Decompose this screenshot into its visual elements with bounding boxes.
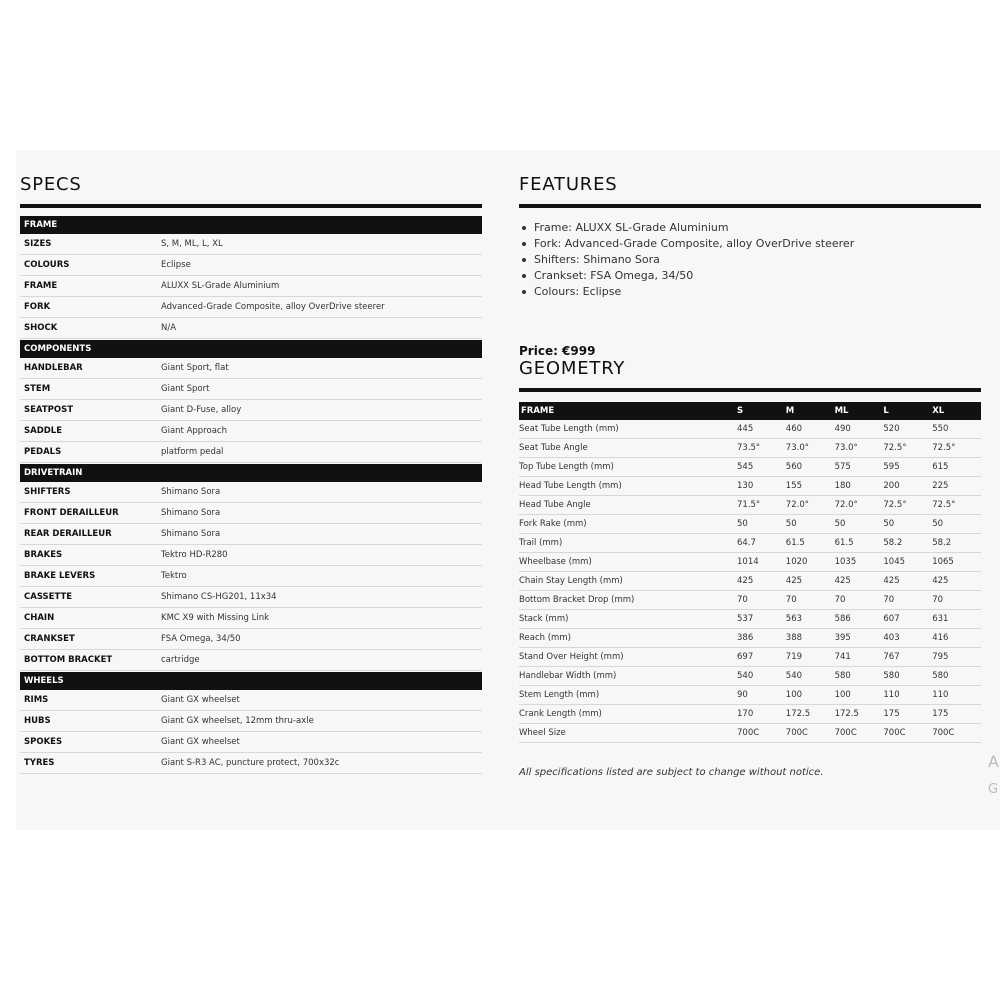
geometry-value: 560 (786, 458, 835, 477)
specs-row (20, 753, 482, 774)
specs-key: BRAKES (24, 550, 63, 560)
geometry-value: 175 (932, 705, 981, 724)
specs-row (20, 545, 482, 566)
geometry-measure-label: Wheelbase (mm) (519, 553, 737, 572)
geometry-value: 425 (737, 572, 786, 591)
specs-key: CASSETTE (24, 592, 73, 602)
geometry-value: 200 (883, 477, 932, 496)
geometry-row (519, 553, 981, 572)
specs-key: TYRES (24, 758, 55, 768)
features-geometry-column (519, 174, 981, 778)
geometry-row (519, 610, 981, 629)
specs-table (20, 216, 482, 774)
geometry-value: 100 (835, 686, 884, 705)
specs-row (20, 711, 482, 732)
specs-key: PEDALS (24, 447, 62, 457)
specs-key: BOTTOM BRACKET (24, 655, 113, 665)
geometry-value: 1065 (932, 553, 981, 572)
specs-key: CHAIN (24, 613, 55, 623)
geometry-row (519, 724, 981, 743)
geometry-value: 700C (932, 724, 981, 743)
geometry-row (519, 439, 981, 458)
geometry-value: 172.5 (786, 705, 835, 724)
geometry-row (519, 458, 981, 477)
geometry-value: 90 (737, 686, 786, 705)
geometry-value: 767 (883, 648, 932, 667)
geometry-value: 445 (737, 420, 786, 439)
geometry-value: 580 (835, 667, 884, 686)
geometry-value: 1020 (786, 553, 835, 572)
geometry-header-cell: ML (835, 402, 884, 420)
specs-value: Giant GX wheelset, 12mm thru-axle (161, 716, 314, 726)
geometry-value: 110 (932, 686, 981, 705)
geometry-value: 416 (932, 629, 981, 648)
specs-value: Giant Sport (161, 384, 210, 394)
geometry-value: 425 (786, 572, 835, 591)
geometry-measure-label: Seat Tube Angle (519, 439, 737, 458)
specs-value: Advanced-Grade Composite, alloy OverDrive steerer (161, 302, 385, 312)
geometry-value: 575 (835, 458, 884, 477)
geometry-row (519, 667, 981, 686)
geometry-value: 388 (786, 629, 835, 648)
price-label: Price: €999 (519, 344, 596, 358)
geometry-measure-label: Reach (mm) (519, 629, 737, 648)
geometry-value: 64.7 (737, 534, 786, 553)
geometry-row (519, 496, 981, 515)
geometry-row (519, 534, 981, 553)
geometry-value: 563 (786, 610, 835, 629)
specs-value: Shimano CS-HG201, 11x34 (161, 592, 277, 602)
specs-key: FRONT DERAILLEUR (24, 508, 119, 518)
geometry-value: 1014 (737, 553, 786, 572)
specs-row (20, 608, 482, 629)
specs-row (20, 587, 482, 608)
geometry-value: 72.5° (883, 496, 932, 515)
geometry-header-cell: FRAME (519, 402, 737, 420)
geometry-value: 72.0° (786, 496, 835, 515)
geometry-value: 225 (932, 477, 981, 496)
specs-row (20, 400, 482, 421)
geometry-value: 741 (835, 648, 884, 667)
geometry-value: 180 (835, 477, 884, 496)
geometry-header-cell: M (786, 402, 835, 420)
specs-key: REAR DERAILLEUR (24, 529, 112, 539)
specs-group-header: WHEELS (20, 672, 482, 690)
geometry-row (519, 572, 981, 591)
geometry-measure-label: Head Tube Angle (519, 496, 737, 515)
specs-group-header: COMPONENTS (20, 340, 482, 358)
specs-key: COLOURS (24, 260, 70, 270)
geometry-value: 70 (835, 591, 884, 610)
specs-value: Tektro HD-R280 (161, 550, 228, 560)
specs-title-rule (20, 204, 482, 208)
feature-item: Fork: Advanced-Grade Composite, alloy OverDrive steerer (519, 236, 981, 252)
geometry-value: 72.5° (883, 439, 932, 458)
geometry-value: 155 (786, 477, 835, 496)
specs-value: Giant Approach (161, 426, 227, 436)
geometry-measure-label: Top Tube Length (mm) (519, 458, 737, 477)
specs-value: Shimano Sora (161, 529, 221, 539)
geometry-measure-label: Crank Length (mm) (519, 705, 737, 724)
geometry-measure-label: Stand Over Height (mm) (519, 648, 737, 667)
geometry-value: 386 (737, 629, 786, 648)
specs-key: SHOCK (24, 323, 58, 333)
geometry-measure-label: Wheel Size (519, 724, 737, 743)
geometry-row (519, 705, 981, 724)
geometry-measure-label: Fork Rake (mm) (519, 515, 737, 534)
clipped-letter-g: G (988, 782, 999, 797)
geometry-value: 58.2 (883, 534, 932, 553)
geometry-value: 70 (883, 591, 932, 610)
geometry-value: 130 (737, 477, 786, 496)
specs-value: Shimano Sora (161, 508, 221, 518)
specs-key: RIMS (24, 695, 49, 705)
specs-row (20, 421, 482, 442)
features-title-rule (519, 204, 981, 208)
geometry-value: 697 (737, 648, 786, 667)
specs-value: Shimano Sora (161, 487, 221, 497)
specs-key: SADDLE (24, 426, 63, 436)
geometry-measure-label: Head Tube Length (mm) (519, 477, 737, 496)
specs-key: CRANKSET (24, 634, 75, 644)
specs-key: HANDLEBAR (24, 363, 83, 373)
geometry-measure-label: Stem Length (mm) (519, 686, 737, 705)
geometry-value: 586 (835, 610, 884, 629)
geometry-value: 631 (932, 610, 981, 629)
specs-column (20, 174, 482, 774)
geometry-row (519, 477, 981, 496)
geometry-value: 70 (737, 591, 786, 610)
specs-key: FORK (24, 302, 51, 312)
geometry-value: 550 (932, 420, 981, 439)
specs-row (20, 234, 482, 255)
specs-value: Tektro (161, 571, 187, 581)
geometry-value: 490 (835, 420, 884, 439)
specs-row (20, 318, 482, 339)
specs-title: SPECS (20, 174, 82, 195)
specs-value: ALUXX SL-Grade Aluminium (161, 281, 280, 291)
geometry-value: 700C (835, 724, 884, 743)
specs-row (20, 482, 482, 503)
geometry-value: 1045 (883, 553, 932, 572)
geometry-value: 403 (883, 629, 932, 648)
geometry-value: 50 (932, 515, 981, 534)
feature-item: Shifters: Shimano Sora (519, 252, 981, 268)
specs-key: FRAME (24, 281, 58, 291)
feature-item: Colours: Eclipse (519, 284, 981, 300)
specs-value: Eclipse (161, 260, 191, 270)
geometry-value: 50 (835, 515, 884, 534)
geometry-value: 700C (786, 724, 835, 743)
geometry-value: 545 (737, 458, 786, 477)
geometry-value: 70 (786, 591, 835, 610)
geometry-value: 175 (883, 705, 932, 724)
specs-row (20, 650, 482, 671)
specs-value: Giant S-R3 AC, puncture protect, 700x32c (161, 758, 340, 768)
specs-value: platform pedal (161, 447, 224, 457)
geometry-value: 540 (737, 667, 786, 686)
specs-key: HUBS (24, 716, 51, 726)
geometry-value: 595 (883, 458, 932, 477)
geometry-measure-label: Trail (mm) (519, 534, 737, 553)
specs-value: S, M, ML, L, XL (161, 239, 223, 249)
geometry-value: 795 (932, 648, 981, 667)
geometry-value: 700C (883, 724, 932, 743)
geometry-header-cell: XL (932, 402, 981, 420)
geometry-value: 110 (883, 686, 932, 705)
disclaimer-note: All specifications listed are subject to change without notice. (519, 767, 824, 778)
specs-value: Giant GX wheelset (161, 695, 240, 705)
specs-value: N/A (161, 323, 177, 333)
geometry-value: 70 (932, 591, 981, 610)
geometry-value: 50 (786, 515, 835, 534)
geometry-header-cell: L (883, 402, 932, 420)
specs-row (20, 358, 482, 379)
specs-key: SHIFTERS (24, 487, 71, 497)
feature-item: Crankset: FSA Omega, 34/50 (519, 268, 981, 284)
geometry-value: 719 (786, 648, 835, 667)
specs-row (20, 503, 482, 524)
geometry-value: 425 (883, 572, 932, 591)
specs-value: KMC X9 with Missing Link (161, 613, 270, 623)
geometry-row (519, 420, 981, 439)
specs-row (20, 255, 482, 276)
specs-group-header: FRAME (20, 216, 482, 234)
geometry-header-row (519, 402, 981, 420)
feature-item: Frame: ALUXX SL-Grade Aluminium (519, 220, 981, 236)
geometry-value: 58.2 (932, 534, 981, 553)
geometry-value: 61.5 (786, 534, 835, 553)
geometry-value: 50 (737, 515, 786, 534)
geometry-measure-label: Handlebar Width (mm) (519, 667, 737, 686)
geometry-value: 172.5 (835, 705, 884, 724)
geometry-title: GEOMETRY (519, 358, 626, 379)
specs-key: SPOKES (24, 737, 63, 747)
specs-key: SEATPOST (24, 405, 74, 415)
specs-value: FSA Omega, 34/50 (161, 634, 241, 644)
geometry-row (519, 629, 981, 648)
geometry-measure-label: Seat Tube Length (mm) (519, 420, 737, 439)
specs-key: STEM (24, 384, 51, 394)
geometry-measure-label: Chain Stay Length (mm) (519, 572, 737, 591)
specs-value: Giant GX wheelset (161, 737, 240, 747)
geometry-value: 580 (883, 667, 932, 686)
geometry-row (519, 648, 981, 667)
specs-value: cartridge (161, 655, 200, 665)
specs-key: BRAKE LEVERS (24, 571, 96, 581)
geometry-value: 580 (932, 667, 981, 686)
geometry-measure-label: Stack (mm) (519, 610, 737, 629)
geometry-row (519, 686, 981, 705)
geometry-value: 61.5 (835, 534, 884, 553)
geometry-value: 72.5° (932, 439, 981, 458)
specs-row (20, 566, 482, 587)
geometry-value: 540 (786, 667, 835, 686)
specs-key: SIZES (24, 239, 52, 249)
geometry-value: 425 (932, 572, 981, 591)
geometry-value: 72.0° (835, 496, 884, 515)
geometry-value: 425 (835, 572, 884, 591)
clipped-letter-a: A (988, 752, 999, 771)
geometry-value: 170 (737, 705, 786, 724)
geometry-value: 72.5° (932, 496, 981, 515)
geometry-value: 537 (737, 610, 786, 629)
geometry-value: 73.0° (835, 439, 884, 458)
specs-row (20, 442, 482, 463)
specs-row (20, 379, 482, 400)
geometry-value: 71.5° (737, 496, 786, 515)
geometry-value: 615 (932, 458, 981, 477)
geometry-value: 700C (737, 724, 786, 743)
geometry-value: 520 (883, 420, 932, 439)
specs-row (20, 629, 482, 650)
specs-row (20, 690, 482, 711)
specs-row (20, 297, 482, 318)
specs-row (20, 732, 482, 753)
geometry-header-cell: S (737, 402, 786, 420)
features-list (519, 220, 981, 300)
specs-group-header: DRIVETRAIN (20, 464, 482, 482)
specs-value: Giant Sport, flat (161, 363, 229, 373)
geometry-row (519, 591, 981, 610)
geometry-value: 73.0° (786, 439, 835, 458)
geometry-value: 1035 (835, 553, 884, 572)
geometry-row (519, 515, 981, 534)
geometry-table (519, 402, 981, 743)
geometry-value: 50 (883, 515, 932, 534)
geometry-title-rule (519, 388, 981, 392)
geometry-value: 460 (786, 420, 835, 439)
geometry-value: 607 (883, 610, 932, 629)
geometry-measure-label: Bottom Bracket Drop (mm) (519, 591, 737, 610)
geometry-value: 395 (835, 629, 884, 648)
specs-row (20, 276, 482, 297)
features-title: FEATURES (519, 174, 618, 195)
specs-row (20, 524, 482, 545)
geometry-value: 73.5° (737, 439, 786, 458)
specs-value: Giant D-Fuse, alloy (161, 405, 242, 415)
geometry-value: 100 (786, 686, 835, 705)
